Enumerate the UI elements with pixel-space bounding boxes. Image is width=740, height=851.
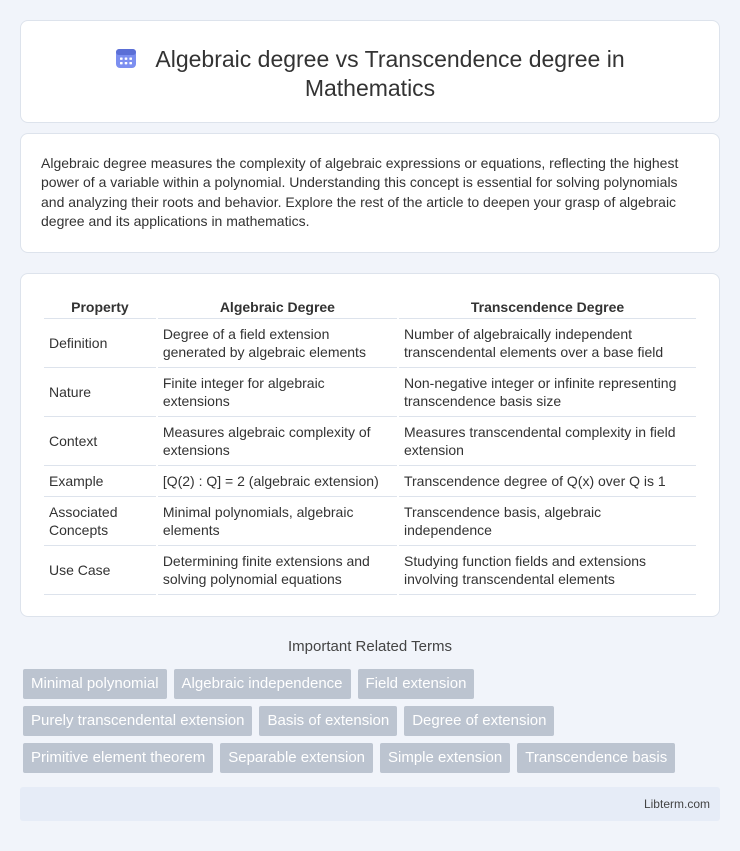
row-property: Definition (44, 319, 156, 368)
row-algebraic: Degree of a field extension generated by algebraic elements (158, 319, 397, 368)
tag-basis-of-extension[interactable]: Basis of extension (259, 706, 397, 736)
header-transcendence-degree: Transcendence Degree (399, 295, 696, 319)
row-transcendence: Number of algebraically independent transcendental elements over a base field (399, 319, 696, 368)
tag-primitive-element-theorem[interactable]: Primitive element theorem (23, 743, 213, 773)
intro-card (20, 133, 720, 253)
row-transcendence: Studying function fields and extensions involving transcendental elements (399, 546, 696, 595)
tag-minimal-polynomial[interactable]: Minimal polynomial (23, 669, 167, 699)
related-terms (23, 669, 723, 780)
row-transcendence: Transcendence degree of Q(x) over Q is 1 (399, 466, 696, 497)
row-algebraic: Determining finite extensions and solving polynomial equations (158, 546, 397, 595)
row-algebraic: Minimal polynomials, algebraic elements (158, 497, 397, 546)
table-row (44, 497, 696, 546)
header-property: Property (44, 295, 156, 319)
table-row (44, 417, 696, 466)
calendar-icon (115, 47, 137, 69)
tag-algebraic-independence[interactable]: Algebraic independence (174, 669, 351, 699)
comparison-card (20, 273, 720, 617)
title-line-1: Algebraic degree vs Transcendence degree in (155, 46, 625, 72)
tag-transcendence-basis[interactable]: Transcendence basis (517, 743, 675, 773)
table-header-row (44, 295, 696, 319)
row-property: Use Case (44, 546, 156, 595)
tag-row (23, 669, 723, 699)
row-transcendence: Transcendence basis, algebraic independence (399, 497, 696, 546)
table-row (44, 368, 696, 417)
footer (20, 787, 720, 821)
row-algebraic: [Q(2) : Q] = 2 (algebraic extension) (158, 466, 397, 497)
row-property: Associated Concepts (44, 497, 156, 546)
tag-simple-extension[interactable]: Simple extension (380, 743, 510, 773)
tag-degree-of-extension[interactable]: Degree of extension (404, 706, 554, 736)
related-terms-title: Important Related Terms (288, 638, 452, 655)
tag-field-extension[interactable]: Field extension (358, 669, 475, 699)
row-transcendence: Non-negative integer or infinite representing transcendence basis size (399, 368, 696, 417)
tag-separable-extension[interactable]: Separable extension (220, 743, 373, 773)
row-algebraic: Measures algebraic complexity of extensions (158, 417, 397, 466)
table-row (44, 466, 696, 497)
title-card (20, 20, 720, 123)
comparison-table (42, 295, 698, 595)
row-property: Example (44, 466, 156, 497)
tag-row (23, 706, 723, 736)
tag-row (23, 743, 723, 773)
page-title (21, 45, 719, 103)
row-property: Context (44, 417, 156, 466)
tag-purely-transcendental-extension[interactable]: Purely transcendental extension (23, 706, 252, 736)
header-algebraic-degree: Algebraic Degree (158, 295, 397, 319)
title-line-2: Mathematics (304, 75, 436, 101)
footer-site-link[interactable]: Libterm.com (643, 797, 710, 811)
table-row (44, 546, 696, 595)
row-property: Nature (44, 368, 156, 417)
row-transcendence: Measures transcendental complexity in field extension (399, 417, 696, 466)
table-row (44, 319, 696, 368)
intro-text: Algebraic degree measures the complexity of algebraic expressions or equations, reflecting the highest power of a variable within a polynomial. Understanding this concept is essential for solving polynomials and analyzing their roots and behavior. Explore the rest of the article to deepen your grasp of algebraic degree and its applications in mathematics. (41, 155, 679, 230)
row-algebraic: Finite integer for algebraic extensions (158, 368, 397, 417)
